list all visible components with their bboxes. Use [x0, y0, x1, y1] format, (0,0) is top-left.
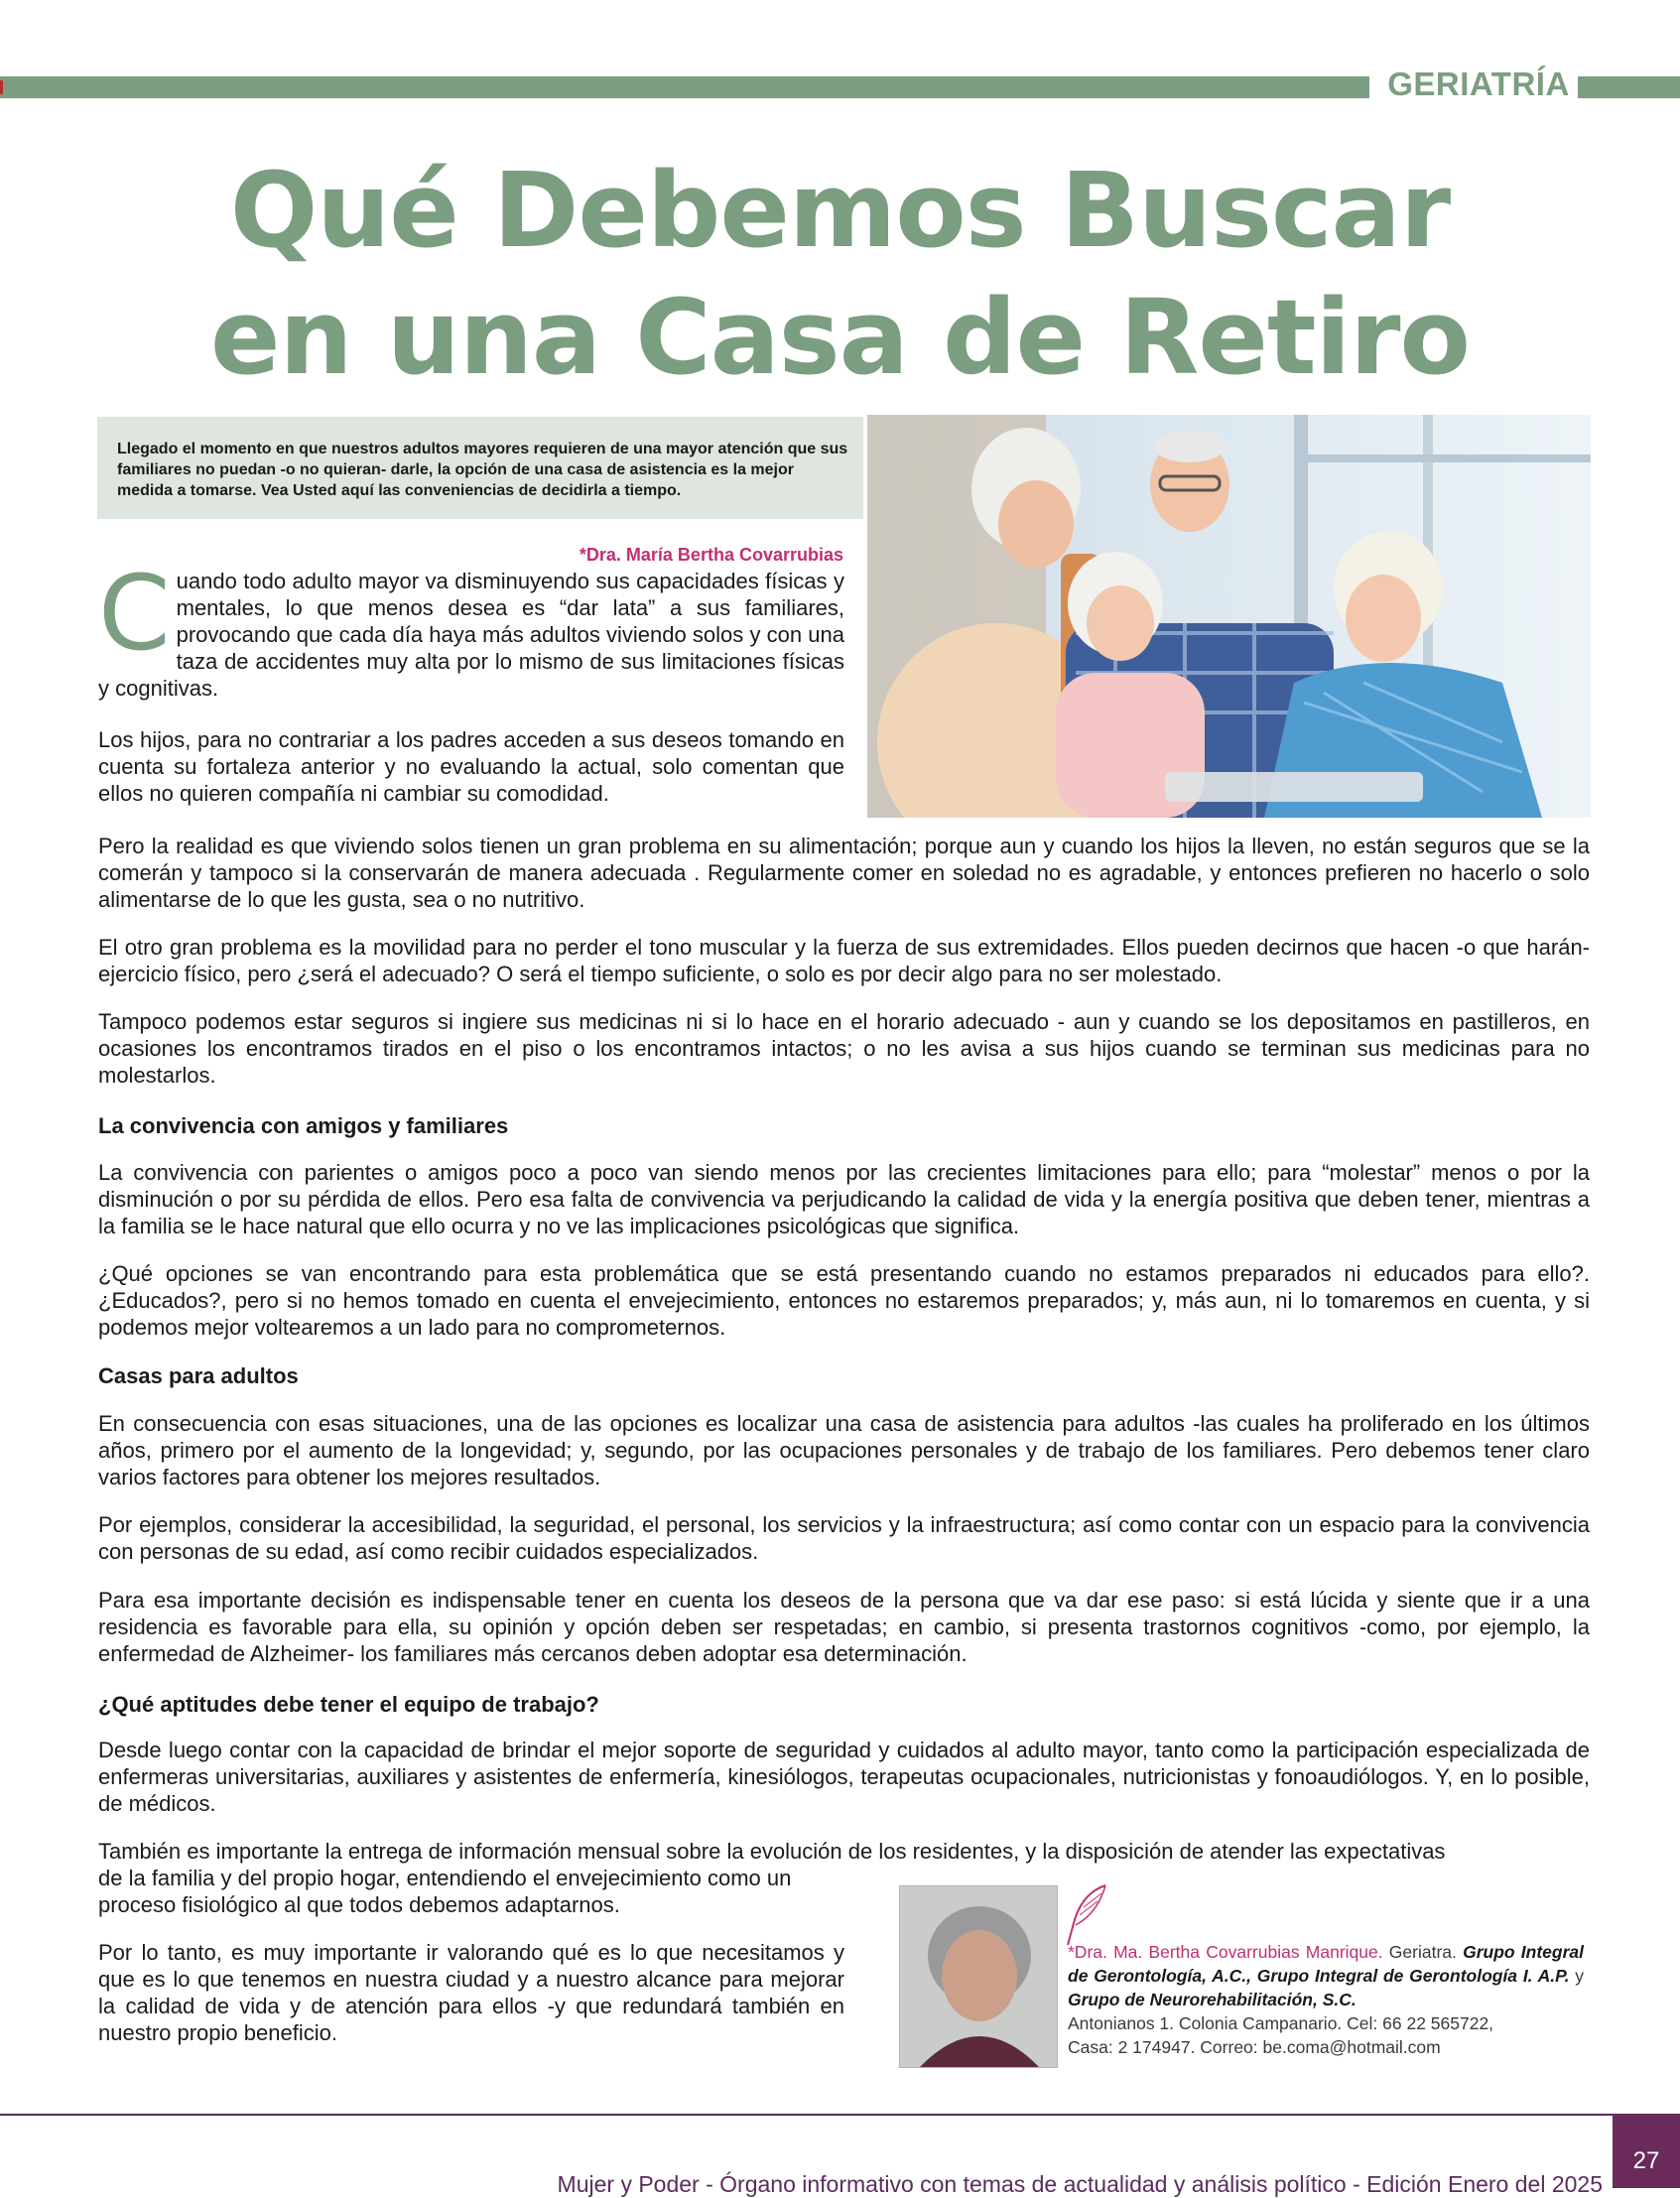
- paragraph-1: uando todo adulto mayor va disminuyendo sus capacidades físicas y mentales, lo que menos desea es “dar lata” a sus familiares, provocando que cada día haya más adultos viviendo solos y con una taza de accidentes muy alta por lo mismo de sus limitaciones físicas y cognitivas.: [98, 569, 844, 701]
- bio-contact: Casa: 2 174947. Correo: be.coma@hotmail.com: [1068, 2037, 1441, 2057]
- seniors-illustration: [867, 415, 1591, 818]
- author-byline: *Dra. María Bertha Covarrubias: [579, 545, 843, 565]
- paragraph-12-part-1: También es importante la entrega de información mensual sobre la evolución de los residentes, y la disposición de atender las expectativas: [98, 1839, 1446, 1864]
- bio-name: *Dra. Ma. Bertha Covarrubias Manrique.: [1068, 1942, 1383, 1962]
- bio-and: y: [1569, 1966, 1584, 1986]
- bio-address: Antonianos 1. Colonia Campanario. Cel: 66 22 565722,: [1068, 2013, 1494, 2033]
- paragraph-6: La convivencia con parientes o amigos poco a poco van siendo menos por las crecientes limitaciones para ello; para “molestar” menos o por la disminución o por su pérdida de ellos. Pero esa falta de convivencia va perjudicando la calidad de vida y la energía positiva que deben tener, mientras a la familia se le hace natural que ello ocurra y no ve las implicaciones psicológicas que significa.: [98, 1160, 1590, 1238]
- footer-text: Mujer y Poder - Órgano informativo con temas de actualidad y análisis político - Edición Enero del 2025: [557, 2171, 1603, 2197]
- page-number-box: [1613, 2114, 1680, 2188]
- page-number: 27: [1632, 2147, 1660, 2174]
- subhead-casas: Casas para adultos: [98, 1363, 299, 1388]
- paragraph-10: Para esa importante decisión es indispensable tener en cuenta los deseos de la persona que va dar ese paso: si está lúcida y siente que ir a una residencia es favorable para ella, su opinión y opción deben ser respetadas; en cambio, si presenta trastornos cognitivos -como, por ejemplo, la enfermedad de Alzheimer- los familiares más cercanos deben adoptar esa determinación.: [98, 1588, 1590, 1666]
- bio-org-1: Grupo Integral de Gerontología, A.C., Grupo Integral de Gerontología I. A.P.: [1068, 1942, 1584, 1986]
- paragraph-5: Tampoco podemos estar seguros si ingiere sus medicinas ni si lo hace en el horario adecuado - aun y cuando se los depositamos en pastilleros, en ocasiones los encontramos tirados en el piso o los encontramos intactos; o no les avisa a sus hijos cuando se terminan sus medicinas para no molestarlos.: [98, 1009, 1590, 1088]
- lead-box: [97, 417, 863, 519]
- title-line-1: Qué Debemos Buscar: [229, 150, 1451, 271]
- paragraph-11: Desde luego contar con la capacidad de brindar el mejor soporte de seguridad y cuidados al adulto mayor, tanto como la participación especializada de enfermeras universitarias, auxiliares y asistentes de enfermería, kinesiólogos, terapeutas ocupacionales, nutricionistas y fonoaudiólogos. Y, en lo posible, de médicos.: [98, 1738, 1590, 1816]
- bio-role: Geriatra.: [1382, 1942, 1464, 1962]
- portrait-illustration: [900, 1886, 1057, 2067]
- paragraph-12-part-2: de la familia y del propio hogar, entendiendo el envejecimiento como un proceso fisiológico al que todos debemos adaptarnos.: [98, 1866, 792, 1917]
- bio-org-2: Grupo de Neurorehabilitación, S.C.: [1068, 1990, 1357, 2009]
- paragraph-13: Por lo tanto, es muy importante ir valorando qué es lo que necesitamos y que es lo que tenemos en nuestra ciudad y a nuestro alcance para mejorar la calidad de vida y de atención para ellos -y que redundará también en nuestro propio beneficio.: [98, 1940, 844, 2045]
- paragraph-8: En consecuencia con esas situaciones, una de las opciones es localizar una casa de asistencia para adultos -las cuales ha proliferado en los últimos años, primero por el aumento de la longevidad; y, segundo, por las ocupaciones personales y de trabajo de los familiares. Pero debemos tener claro varios factores para obtener los mejores resultados.: [98, 1411, 1590, 1489]
- author-portrait: [899, 1885, 1058, 2068]
- footer-rule: [0, 2114, 1613, 2116]
- seniors-photo: [867, 415, 1591, 818]
- title-line-2: en una Casa de Retiro: [210, 277, 1470, 398]
- drop-cap: C: [98, 553, 171, 674]
- feather-icon: [1062, 1883, 1111, 1947]
- article-title: [149, 147, 1531, 401]
- lead-text: Llegado el momento en que nuestros adultos mayores requieren de una mayor atención que sus familiares no puedan -o no quieran- darle, la opción de una casa de asistencia es la mejor medida a tomarse. Vea Usted aquí las conveniencias de decidirla a tiempo.: [117, 441, 848, 499]
- top-rule-left: [0, 76, 1369, 98]
- subhead-aptitudes: ¿Qué aptitudes debe tener el equipo de trabajo?: [98, 1692, 599, 1717]
- subhead-convivencia: La convivencia con amigos y familiares: [98, 1113, 509, 1138]
- paragraph-7: ¿Qué opciones se van encontrando para esta problemática que se está presentando cuando no estamos preparados ni educados para ello?. ¿Educados?, pero si no hemos tomado en cuenta el envejecimiento, entonces no estaremos preparados; y, más aun, ni lo tomaremos en cuenta, y si podemos mejor voltearemos a un lado para no comprometernos.: [98, 1261, 1590, 1340]
- paragraph-3: Pero la realidad es que viviendo solos tienen un gran problema en su alimentación; porque aun y cuando los hijos la lleven, no están seguros que se la comerán y tampoco si la conservarán de manera adecuada . Regularmente comer en soledad no es agradable, y entonces prefieren no hacerlo o solo alimentarse de lo que les gusta, sea o no nutritivo.: [98, 834, 1590, 912]
- top-rule-right: [1578, 76, 1680, 98]
- section-label: GERIATRÍA: [1387, 65, 1570, 102]
- paragraph-9: Por ejemplos, considerar la accesibilidad, la seguridad, el personal, los servicios y la infraestructura; así como contar con un espacio para la convivencia con personas de su edad, así como recibir cuidados especializados.: [98, 1512, 1590, 1564]
- author-bio: [1068, 1940, 1584, 2059]
- paragraph-4: El otro gran problema es la movilidad para no perder el tono muscular y la fuerza de sus extremidades. Ellos pueden decirnos que hacen -o que harán- ejercicio físico, pero ¿será el adecuado? O será el tiempo suficiente, o solo es por decir algo para no ser molestado.: [98, 935, 1590, 986]
- paragraph-2: Los hijos, para no contrariar a los padres acceden a sus deseos tomando en cuenta su fortaleza anterior y no evaluando la actual, solo comentan que ellos no quieren compañía ni cambiar su comodidad.: [98, 727, 844, 806]
